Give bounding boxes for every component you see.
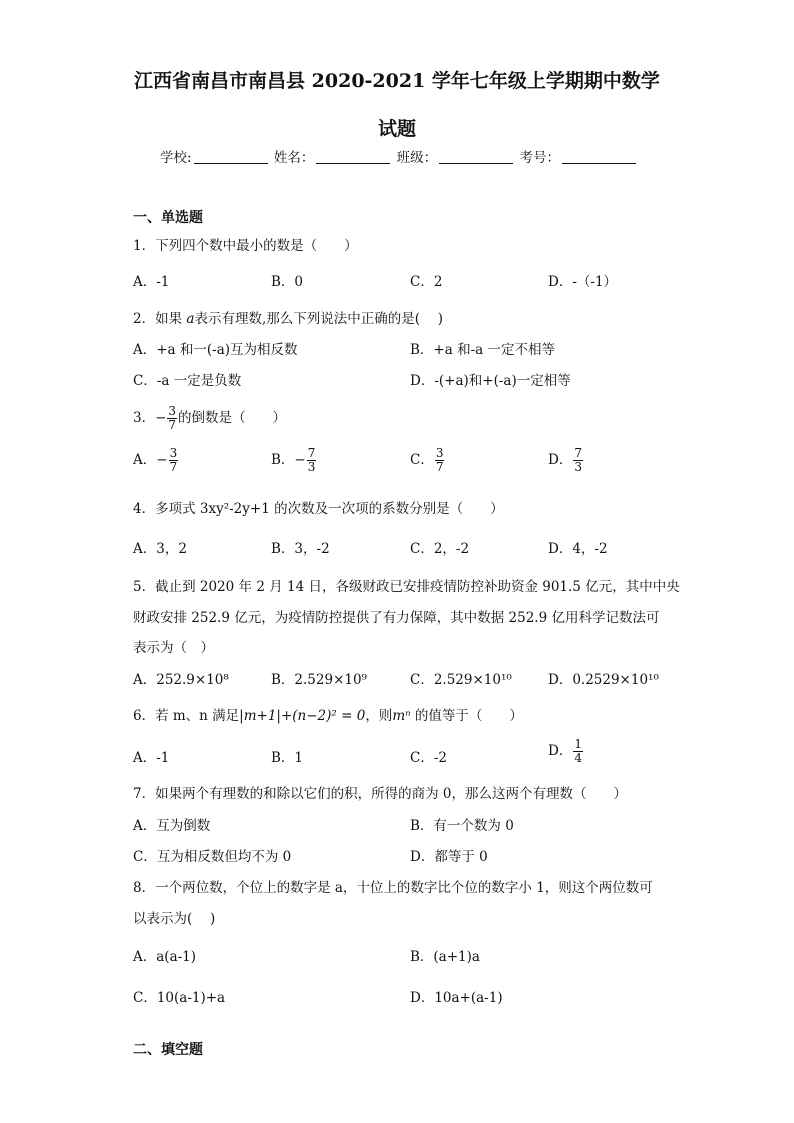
question-7-option-d: D．都等于 0 <box>410 849 488 865</box>
question-5-option-b: B．2.529×10⁹ <box>271 672 367 688</box>
question-4-option-b: B．3，-2 <box>271 541 330 557</box>
question-4-option-c: C．2，-2 <box>410 541 470 557</box>
question-2-stem-suffix: 表示有理数,那么下列说法中正确的是( ) <box>194 311 444 327</box>
section-heading-single-choice: 一、单选题 <box>133 210 203 226</box>
section-heading-fill-in: 二、填空题 <box>133 1042 203 1058</box>
school-blank <box>194 163 268 164</box>
question-2-stem <box>133 307 443 327</box>
question-1-option-d: D．-（-1） <box>548 274 618 290</box>
exam-number-label: 考号： <box>519 150 560 166</box>
question-6-power: mⁿ <box>392 708 411 724</box>
question-6-option-b: B．1 <box>271 750 304 766</box>
question-3-option-a: A．− $\frac{3}{7}$ <box>133 446 178 474</box>
question-6-option-c: C．-2 <box>410 750 447 766</box>
question-2-option-a: A．+a 和一(-a)互为相反数 <box>133 342 298 358</box>
question-8-stem-line2: 以表示为( ) <box>133 911 216 927</box>
question-1-option-c: C．2 <box>410 274 443 290</box>
document-title-line2: 试题 <box>377 118 416 140</box>
question-1-stem: 1．下列四个数中最小的数是（ ） <box>133 238 358 254</box>
question-5-option-a: A．252.9×10⁸ <box>133 672 229 688</box>
question-2-option-b: B．+a 和-a 一定不相等 <box>410 342 555 358</box>
class-label: 班级： <box>396 150 438 166</box>
question-4-option-d: D．4，-2 <box>548 541 608 557</box>
question-2-option-d: D．-(+a)和+(-a)一定相等 <box>410 373 571 389</box>
question-7-option-c: C．互为相反数但均不为 0 <box>133 849 292 865</box>
exam-number-blank <box>562 163 636 164</box>
question-3-fraction: $\frac{3}{7}$ <box>168 404 177 432</box>
question-4-option-a: A．3，2 <box>133 541 187 557</box>
question-6-option-a: A．-1 <box>133 750 170 766</box>
question-5-stem-line3: 表示为（ ） <box>133 640 214 656</box>
question-5-option-d: D．0.2529×10¹⁰ <box>548 672 659 688</box>
student-info-row <box>160 146 638 166</box>
question-6-option-d: D． $\frac{1}{4}$ <box>548 737 582 765</box>
class-blank <box>439 163 513 164</box>
question-1-option-a: A．-1 <box>133 274 170 290</box>
question-8-option-b: B．(a+1)a <box>410 949 480 965</box>
document-title: 江西省南昌市南昌县 2020-2021 学年七年级上学期期中数学 <box>134 70 660 92</box>
question-6-formula: |m+1|+(n−2)² = 0 <box>239 708 366 724</box>
question-7-option-a: A．互为倒数 <box>133 818 211 834</box>
question-5-stem-line1: 5．截止到 2020 年 2 月 14 日，各级财政已安排疫情防控补助资金 901.5 亿元，其中中央 <box>133 579 680 595</box>
question-3-option-c: C． $\frac{3}{7}$ <box>410 446 444 474</box>
question-7-stem: 7．如果两个有理数的和除以它们的积，所得的商为 0，那么这两个有理数（ ） <box>133 786 627 802</box>
question-6-stem-prefix: 6．若 m、n 满足 <box>133 708 240 724</box>
question-7-option-b: B．有一个数为 0 <box>410 818 514 834</box>
question-2-option-c: C．-a 一定是负数 <box>133 373 242 389</box>
question-3-option-d: D． $\frac{7}{3}$ <box>548 446 582 474</box>
question-5-stem-line2: 财政安排 252.9 亿元，为疫情防控提供了有力保障，其中数据 252.9 亿用科学记数法可 <box>133 610 660 626</box>
question-8-option-a: A．a(a-1) <box>133 949 197 965</box>
question-8-option-c: C．10(a-1)+a <box>133 990 226 1006</box>
question-3-option-b: B．− $\frac{7}{3}$ <box>271 446 316 474</box>
question-4-stem: 4．多项式 3xy²-2y+1 的次数及一次项的系数分别是（ ） <box>133 501 504 517</box>
question-3-stem-suffix: 的倒数是（ ） <box>178 410 287 426</box>
question-2-variable: a <box>186 311 195 327</box>
name-label: 姓名： <box>273 150 315 166</box>
question-6-stem: 6．若 m、n 满足|m+1|+(n−2)² = 0，则mⁿ 的值等于（ ） <box>133 708 523 724</box>
question-1-option-b: B．0 <box>271 274 304 290</box>
question-3-stem-prefix: 3．− <box>133 410 167 426</box>
question-2-stem-prefix: 2．如果 <box>133 311 187 327</box>
question-5-option-c: C．2.529×10¹⁰ <box>410 672 512 688</box>
question-8-option-d: D．10a+(a-1) <box>410 990 503 1006</box>
school-label: 学校: <box>160 150 192 166</box>
name-blank <box>316 163 390 164</box>
question-3-stem <box>133 405 286 432</box>
question-8-stem-line1: 8．一个两位数，个位上的数字是 a，十位上的数字比个位的数字小 1，则这个两位数可 <box>133 880 653 896</box>
